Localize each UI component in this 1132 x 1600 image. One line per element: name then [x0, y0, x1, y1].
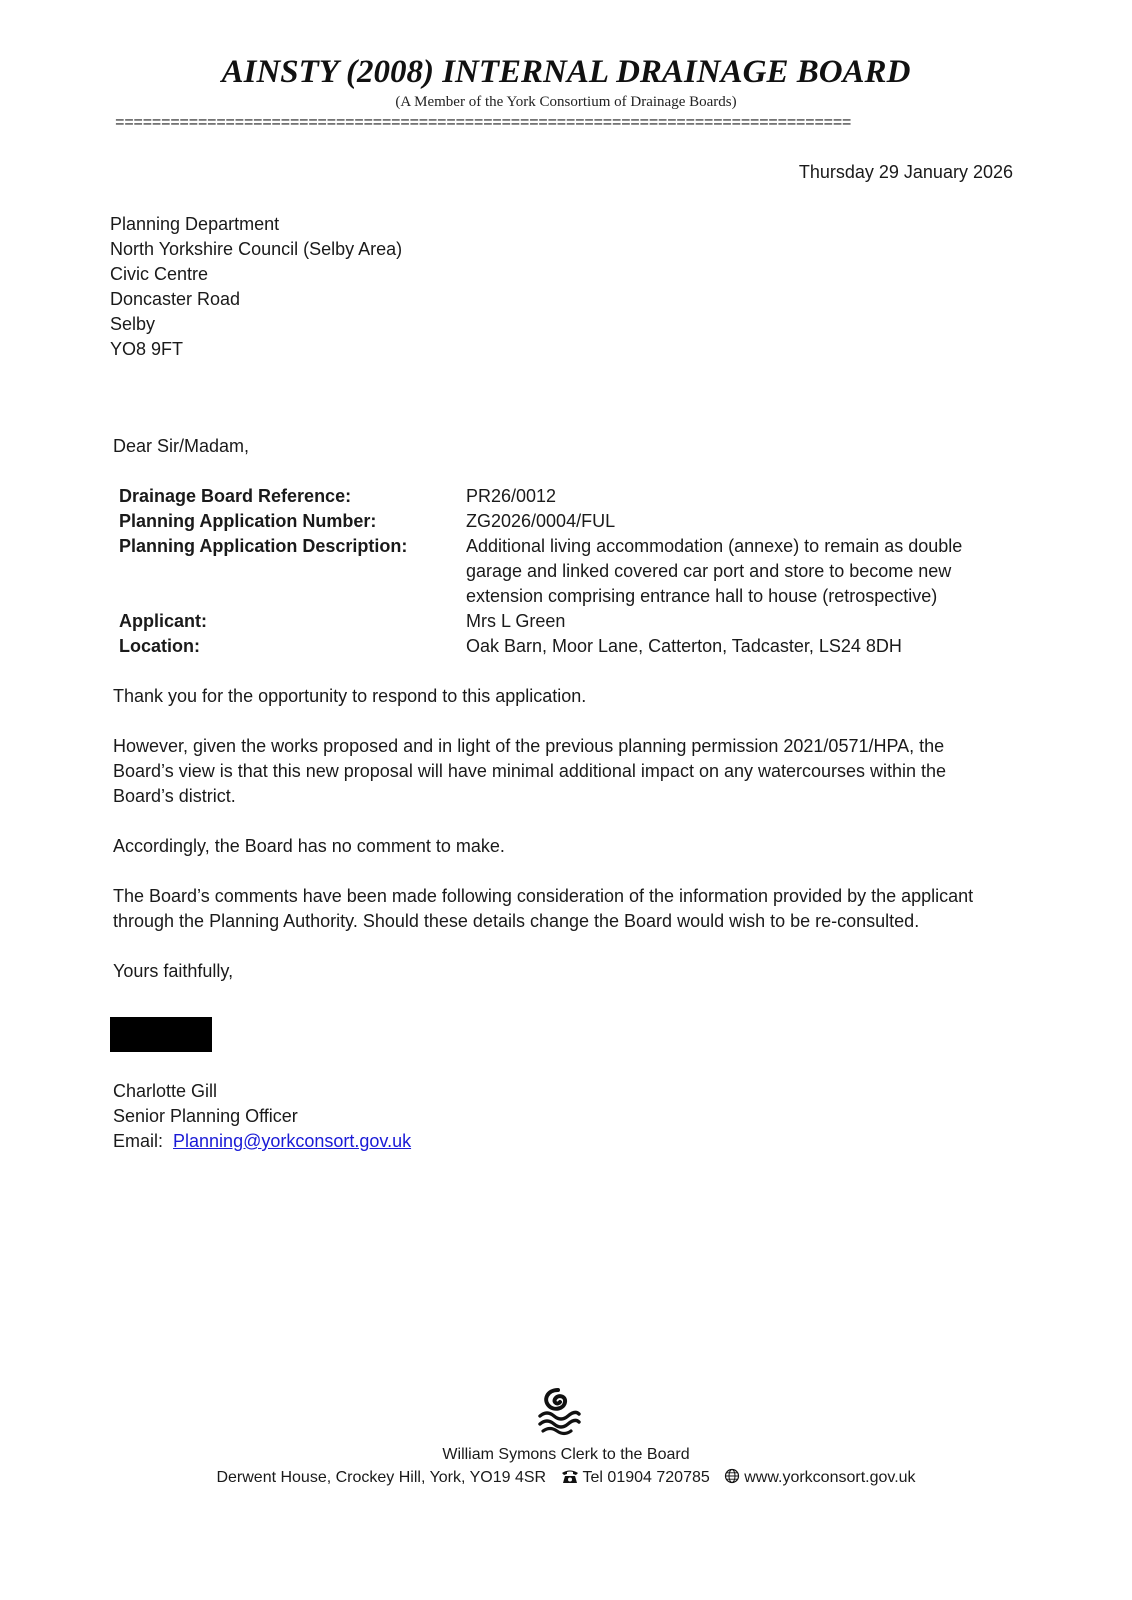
board-subtitle: (A Member of the York Consortium of Drainage Boards): [395, 94, 737, 110]
address-line: Selby: [110, 314, 156, 334]
footer-phone: Tel 01904 720785: [582, 1469, 710, 1486]
description-line: garage and linked covered car port and store to become new: [466, 561, 952, 581]
address-line: Doncaster Road: [110, 289, 241, 309]
application-details: [119, 484, 1039, 659]
address-line: North Yorkshire Council (Selby Area): [110, 239, 403, 259]
address-line: Planning Department: [110, 214, 280, 234]
detail-label: Applicant:: [119, 611, 207, 631]
letterhead: [0, 52, 1132, 111]
paragraph-thanks: Thank you for the opportunity to respond to this application.: [113, 686, 587, 706]
detail-row-description: [119, 534, 1039, 609]
closing: Yours faithfully,: [113, 961, 234, 981]
detail-row-application-number: [119, 509, 1039, 534]
email-link[interactable]: Planning@yorkconsort.gov.uk: [173, 1131, 412, 1151]
paragraph-line: Board’s view is that this new proposal will have minimal additional impact on any watercourses within the: [113, 761, 947, 781]
paragraph-line: Board’s district.: [113, 786, 236, 806]
footer-clerk: William Symons Clerk to the Board: [442, 1446, 690, 1463]
detail-value: ZG2026/0004/FUL: [466, 511, 616, 531]
consortium-logo-icon: [537, 1386, 581, 1436]
address-line: YO8 9FT: [110, 339, 184, 359]
redacted-signature: [110, 1017, 212, 1052]
detail-row-reference: [119, 484, 1039, 509]
detail-value: [466, 534, 1006, 609]
detail-label: Location:: [119, 636, 200, 656]
header-rule: ================================================================================: [115, 114, 852, 132]
detail-label: Drainage Board Reference:: [119, 486, 352, 506]
detail-value: Oak Barn, Moor Lane, Catterton, Tadcaster, LS24 8DH: [466, 636, 902, 656]
detail-value: Mrs L Green: [466, 611, 566, 631]
detail-row-location: [119, 634, 1039, 659]
footer-website[interactable]: www.yorkconsort.gov.uk: [744, 1469, 916, 1486]
footer-address: Derwent House, Crockey Hill, York, YO19 4SR: [216, 1469, 547, 1486]
detail-label: Planning Application Description:: [119, 536, 408, 556]
signatory-name: Charlotte Gill: [113, 1081, 218, 1101]
recipient-address: [110, 212, 402, 362]
paragraph-line: The Board’s comments have been made following consideration of the information provided by the applicant: [113, 886, 974, 906]
detail-value: PR26/0012: [466, 486, 557, 506]
email-row: [113, 1129, 411, 1154]
globe-icon: [724, 1467, 740, 1489]
detail-row-applicant: [119, 609, 1039, 634]
letter-date: Thursday 29 January 2026: [798, 162, 1013, 182]
description-line: extension comprising entrance hall to house (retrospective): [466, 586, 938, 606]
address-line: Civic Centre: [110, 264, 209, 284]
paragraph-line: through the Planning Authority. Should these details change the Board would wish to be re-consulted.: [113, 911, 920, 931]
description-line: Additional living accommodation (annexe) to remain as double: [466, 536, 963, 556]
paragraph-line: However, given the works proposed and in light of the previous planning permission 2021/0571/HPA, the: [113, 736, 945, 756]
telephone-icon: [561, 1467, 579, 1489]
board-title: AINSTY (2008) INTERNAL DRAINAGE BOARD: [221, 54, 911, 90]
paragraph-no-comment: Accordingly, the Board has no comment to make.: [113, 836, 505, 856]
detail-label: Planning Application Number:: [119, 511, 377, 531]
signoff: [113, 1079, 411, 1154]
signatory-title: Senior Planning Officer: [113, 1106, 298, 1126]
footer-contact: [0, 1467, 1132, 1489]
paragraph-assessment: [113, 734, 1043, 809]
salutation: Dear Sir/Madam,: [113, 436, 250, 456]
paragraph-consultation: [113, 884, 1043, 934]
email-label: Email:: [113, 1131, 164, 1151]
